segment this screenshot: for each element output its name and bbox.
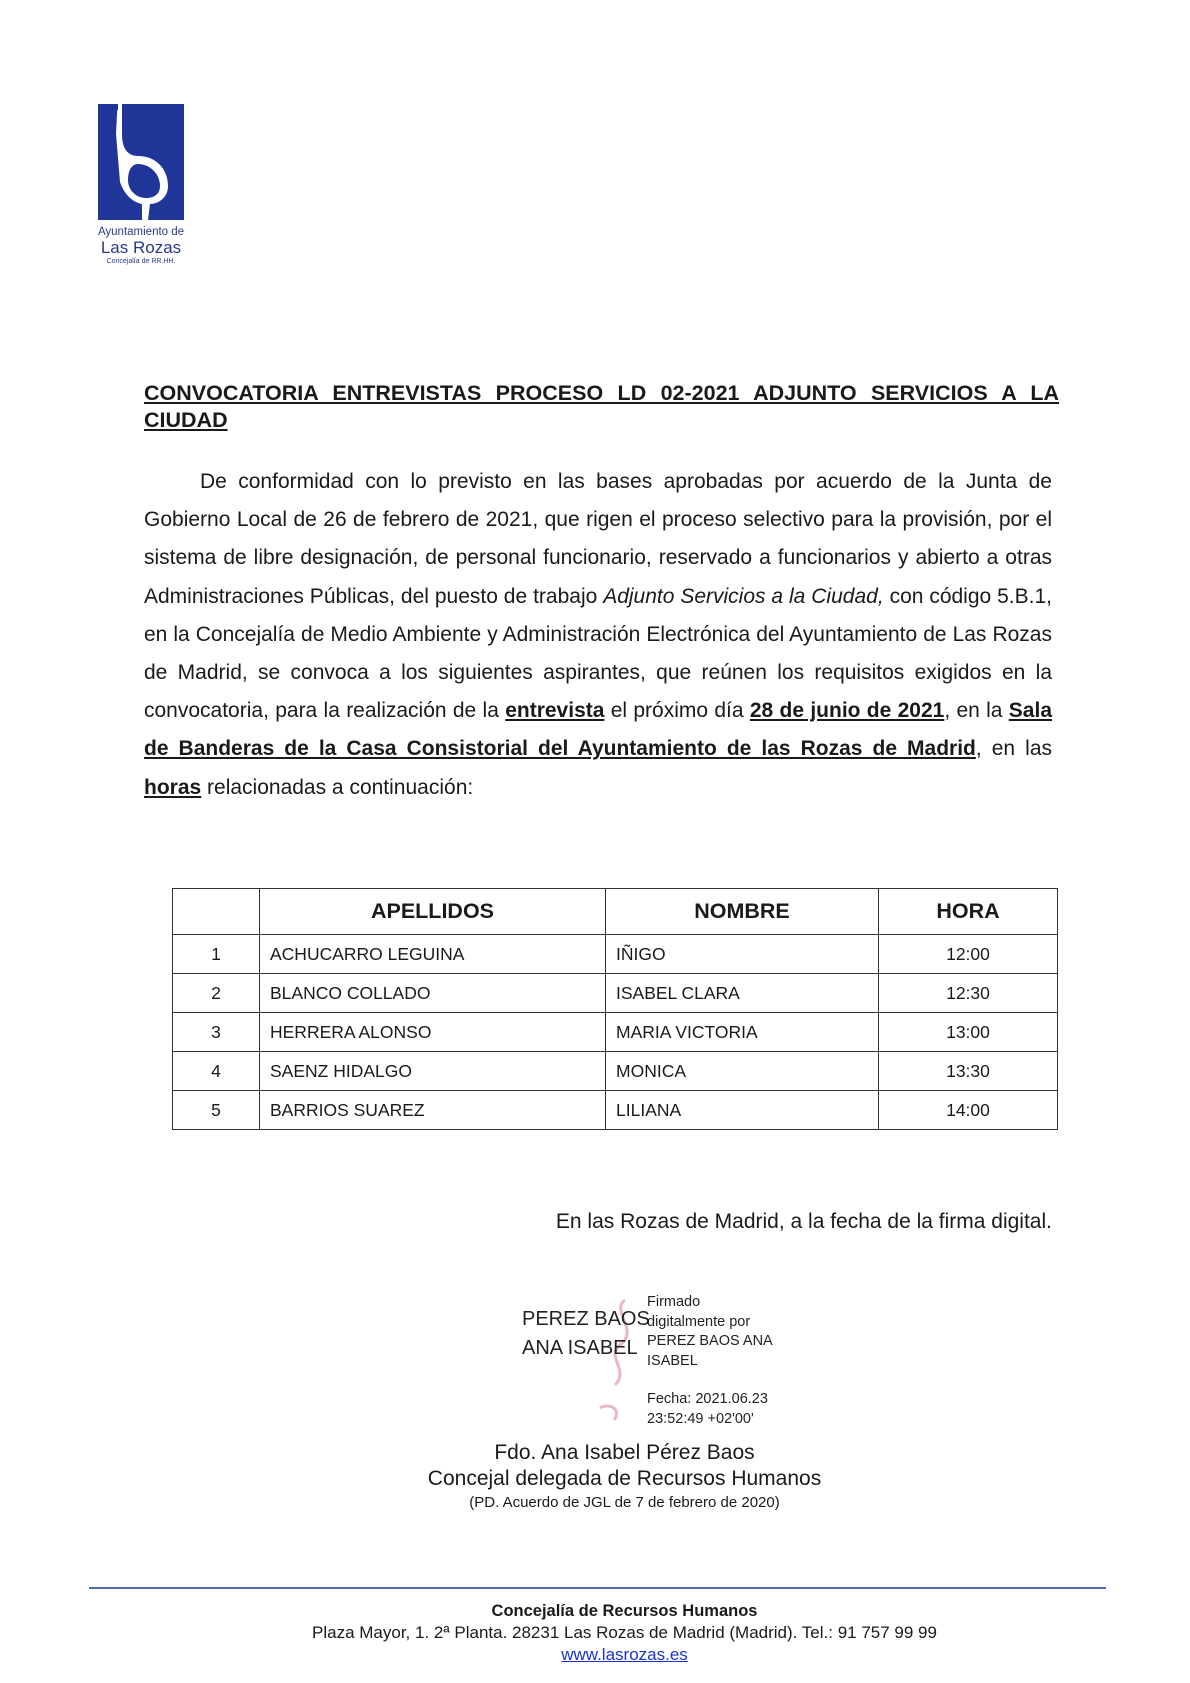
row-apellidos: HERRERA ALONSO <box>260 1013 606 1052</box>
row-number: 5 <box>173 1091 260 1130</box>
signature-name-line2: ANA ISABEL <box>522 1337 638 1359</box>
logo-text-ayuntamiento: Ayuntamiento de <box>97 226 185 238</box>
header-nombre: NOMBRE <box>606 889 879 935</box>
hours-term: horas <box>144 775 202 799</box>
interview-term: entrevista <box>505 699 605 723</box>
body-text-part1: De conformidad con lo previsto en las bases aprobadas por acuerdo de la Junta de Gobierno Local de 26 de febrero de 2021, que rigen el proceso selectivo para la provisión, por el sistema de libre designación, de personal funcionario, reservado a funcionarios y abierto a otras Administraciones Públicas, del puesto de trabajo <box>144 470 1052 608</box>
signer-delegation-note: (PD. Acuerdo de JGL de 7 de febrero de 2020) <box>469 1494 780 1511</box>
row-nombre: ISABEL CLARA <box>606 974 879 1013</box>
row-hora: 13:00 <box>879 1013 1058 1052</box>
row-hora: 12:30 <box>879 974 1058 1013</box>
row-nombre: IÑIGO <box>606 935 879 974</box>
signature-date <box>647 1390 768 1429</box>
table-row <box>173 1052 1058 1091</box>
table-row <box>173 974 1058 1013</box>
header-number <box>173 889 260 935</box>
body-text-part5: , en las <box>975 737 1052 761</box>
document-title: CONVOCATORIA ENTREVISTAS PROCESO LD 02-2021 ADJUNTO SERVICIOS A LA CIUDAD <box>144 381 1059 432</box>
logo-text-concejalia: Concejalía de RR.HH. <box>106 258 176 265</box>
footer-divider <box>89 1587 1106 1589</box>
signature-detail-line2: digitalmente por <box>647 1313 751 1330</box>
row-apellidos: BLANCO COLLADO <box>260 974 606 1013</box>
row-number: 4 <box>173 1052 260 1091</box>
row-number: 1 <box>173 935 260 974</box>
signature-detail-line3: PEREZ BAOS ANA <box>647 1333 773 1349</box>
table-row <box>173 935 1058 974</box>
row-hora: 13:30 <box>879 1052 1058 1091</box>
signature-detail-line1: Firmado <box>647 1294 701 1310</box>
signature-date-line2: 23:52:49 +02'00' <box>647 1410 754 1427</box>
signer-role: Concejal delegada de Recursos Humanos <box>427 1467 822 1490</box>
position-name: Adjunto Servicios a la Ciudad, <box>603 584 884 608</box>
table-header-row <box>173 889 1058 935</box>
table-row <box>173 1091 1058 1130</box>
table-row <box>173 1013 1058 1052</box>
footer-address: Plaza Mayor, 1. 2ª Planta. 28231 Las Rozas de Madrid (Madrid). Tel.: 91 757 99 99 <box>312 1623 937 1642</box>
row-apellidos: BARRIOS SUAREZ <box>260 1091 606 1130</box>
body-paragraph <box>144 463 1052 807</box>
row-number: 2 <box>173 974 260 1013</box>
footer-website <box>0 1645 1190 1665</box>
signature-name-line1: PEREZ BAOS <box>522 1308 650 1330</box>
body-text-part3: el próximo día <box>604 699 750 723</box>
row-apellidos: SAENZ HIDALGO <box>260 1052 606 1091</box>
interview-place: Sala de Banderas de la Casa Consistorial del Ayuntamiento de las Rozas de Madrid <box>144 699 1052 761</box>
stork-emblem-icon <box>98 94 184 220</box>
closing-line: En las Rozas de Madrid, a la fecha de la firma digital. <box>555 1210 1052 1233</box>
row-nombre: MARIA VICTORIA <box>606 1013 879 1052</box>
body-text-part6: relacionadas a continuación: <box>201 775 474 799</box>
row-number: 3 <box>173 1013 260 1052</box>
signature-date-line1: Fecha: 2021.06.23 <box>647 1391 768 1407</box>
website-link[interactable]: www.lasrozas.es <box>561 1645 688 1664</box>
header-apellidos: APELLIDOS <box>260 889 606 935</box>
footer-department: Concejalía de Recursos Humanos <box>491 1602 758 1620</box>
body-text-part2: con código 5.B.1, en la Concejalía de Medio Ambiente y Administración Electrónica del Ayuntamiento de Las Rozas de Madrid, se convoca a los siguientes aspirantes, que reúnen los requisitos exigidos en la convocatoria, para la realización de la <box>144 584 1052 723</box>
header-hora: HORA <box>879 889 1058 935</box>
row-nombre: LILIANA <box>606 1091 879 1130</box>
row-nombre: MONICA <box>606 1052 879 1091</box>
signature-name <box>522 1305 650 1363</box>
row-hora: 14:00 <box>879 1091 1058 1130</box>
las-rozas-logo <box>86 80 196 270</box>
row-apellidos: ACHUCARRO LEGUINA <box>260 935 606 974</box>
signer-name: Fdo. Ana Isabel Pérez Baos <box>494 1441 755 1464</box>
signature-details <box>647 1293 773 1371</box>
row-hora: 12:00 <box>879 935 1058 974</box>
body-text-part4: , en la <box>944 699 1009 723</box>
candidates-table <box>172 888 1058 1130</box>
logo-text-las-rozas: Las Rozas <box>100 238 182 257</box>
interview-date: 28 de junio de 2021 <box>749 699 945 723</box>
signature-detail-line4: ISABEL <box>647 1352 698 1369</box>
